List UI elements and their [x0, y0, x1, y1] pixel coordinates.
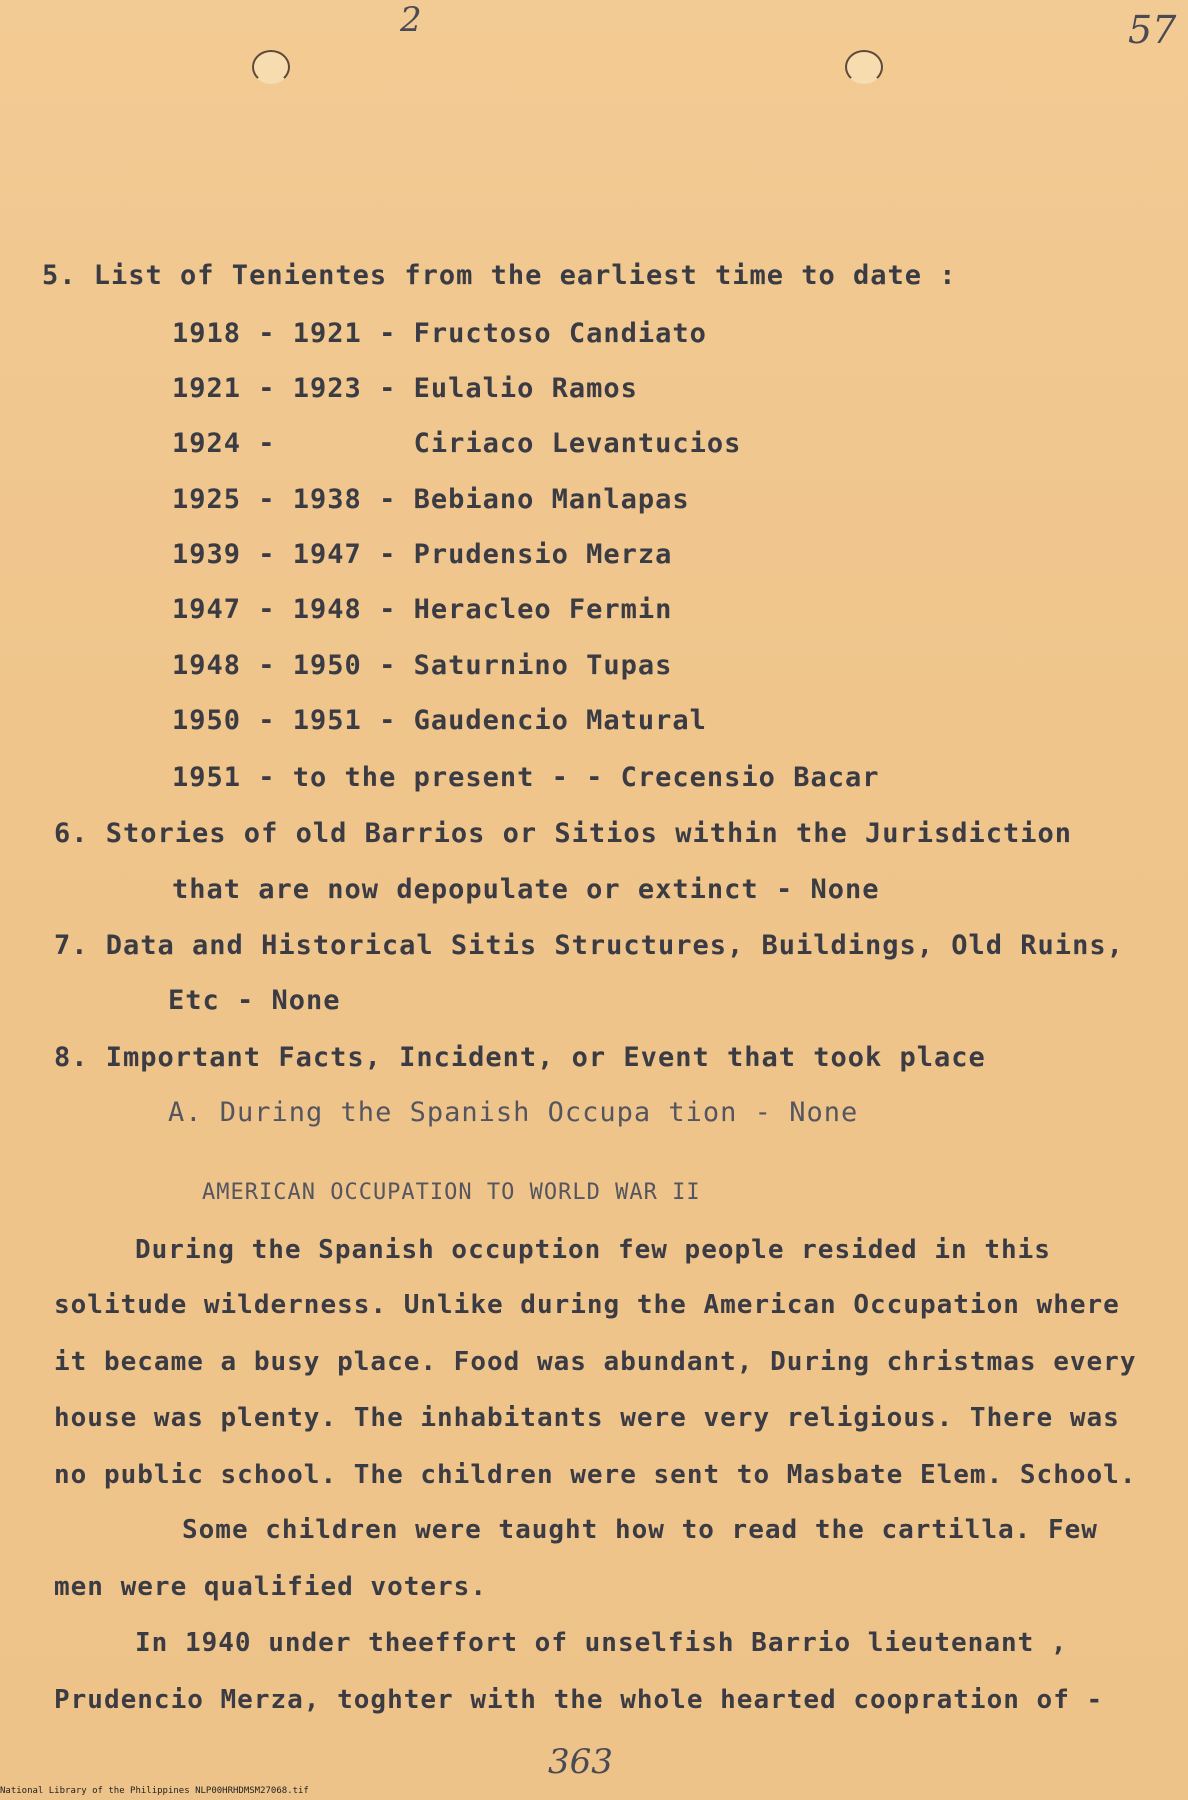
section-5-heading: 5. List of Tenientes from the earliest time to date : — [42, 260, 957, 291]
section-7-line-1: 7. Data and Historical Sitis Structures, Buildings, Old Ruins, — [54, 930, 1124, 961]
teniente-line: 1939 - 1947 - Prudensio Merza — [172, 539, 673, 570]
paragraph-line: it became a busy place. Food was abundant, During christmas every — [54, 1347, 1137, 1377]
paragraph-line: During the Spanish occuption few people resided in this — [135, 1235, 1051, 1265]
section-6-line-2: that are now depopulate or extinct - None — [172, 874, 880, 905]
section-8-line-2: A. During the Spanish Occupa tion - None — [168, 1097, 859, 1128]
handwritten-page-number: 57 — [1128, 8, 1177, 52]
paragraph-line: In 1940 under theeffort of unselfish Barrio lieutenant , — [135, 1628, 1068, 1658]
paragraph-line: Prudencio Merza, toghter with the whole hearted coopration of - — [54, 1685, 1104, 1715]
section-6-line-1: 6. Stories of old Barrios or Sitios within the Jurisdiction — [54, 818, 1073, 849]
teniente-line: 1925 - 1938 - Bebiano Manlapas — [172, 484, 690, 515]
paragraph-line: Some children were taught how to read the cartilla. Few — [182, 1515, 1098, 1545]
paragraph-line: no public school. The children were sent to Masbate Elem. School. — [54, 1460, 1137, 1490]
teniente-line: 1951 - to the present - - Crecensio Bacar — [172, 762, 880, 793]
teniente-line: 1918 - 1921 - Fructoso Candiato — [172, 318, 707, 349]
archive-footer: National Library of the Philippines NLP00HRHDMSM27068.tif — [0, 1786, 309, 1796]
teniente-line: 1921 - 1923 - Eulalio Ramos — [172, 373, 638, 404]
handwritten-page-mark: 2 — [400, 0, 422, 40]
paragraph-line: solitude wilderness. Unlike during the American Occupation where — [54, 1290, 1120, 1320]
american-occupation-heading: AMERICAN OCCUPATION TO WORLD WAR II — [202, 1180, 701, 1205]
paragraph-line: men were qualified voters. — [54, 1572, 487, 1602]
teniente-line: 1948 - 1950 - Saturnino Tupas — [172, 650, 673, 681]
punch-hole-left — [252, 50, 290, 84]
paragraph-line: house was plenty. The inhabitants were very religious. There was — [54, 1403, 1120, 1433]
teniente-line: 1947 - 1948 - Heracleo Fermin — [172, 594, 673, 625]
handwritten-bottom-number: 363 — [548, 1742, 613, 1782]
section-7-line-2: Etc - None — [168, 985, 341, 1016]
section-8-line-1: 8. Important Facts, Incident, or Event that took place — [54, 1042, 986, 1073]
teniente-line: 1950 - 1951 - Gaudencio Matural — [172, 705, 707, 736]
punch-hole-right — [845, 50, 883, 84]
teniente-line: 1924 - Ciriaco Levantucios — [172, 428, 742, 459]
